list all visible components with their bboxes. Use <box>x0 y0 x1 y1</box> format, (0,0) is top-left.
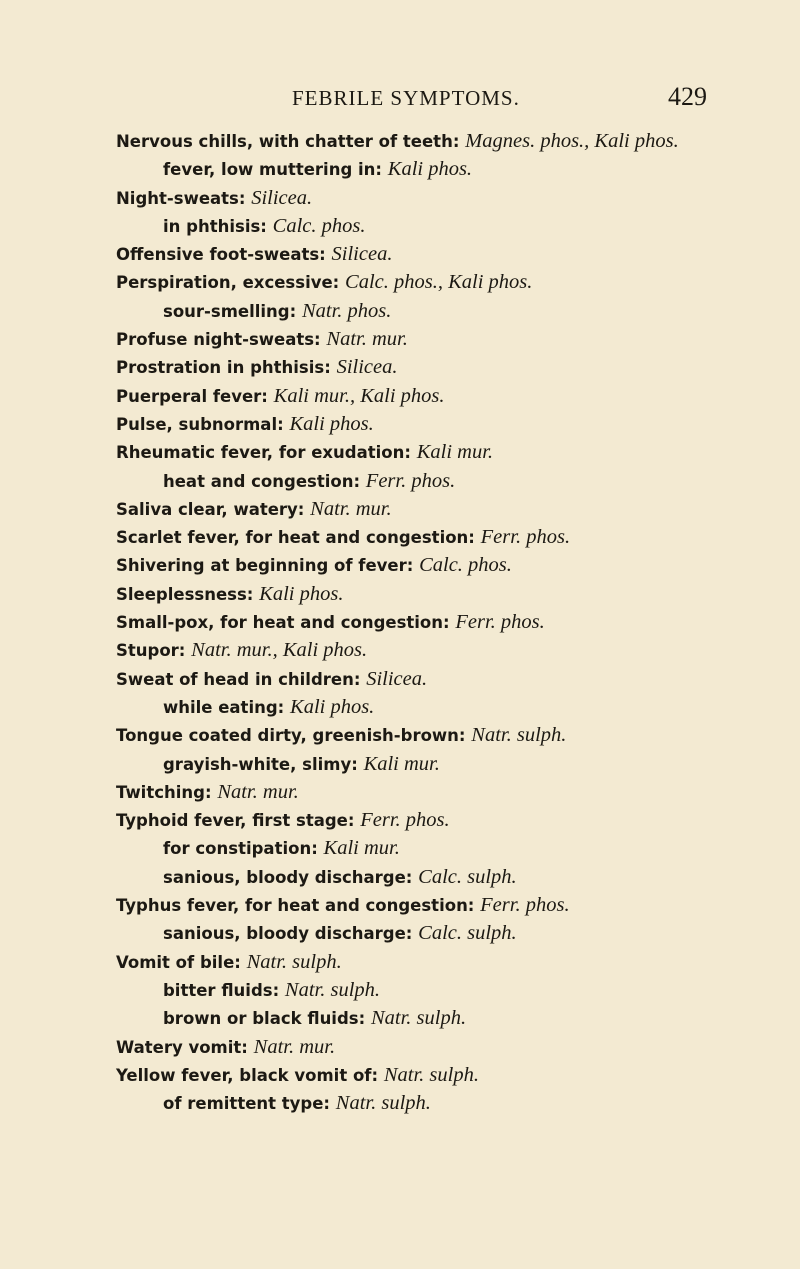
index-subentry <box>0 212 800 240</box>
index-entry <box>0 948 800 976</box>
symptom-term: grayish-white, slimy: <box>163 754 364 774</box>
remedy-name: Calc. sulph. <box>418 865 517 888</box>
symptom-term: Prostration in phthisis: <box>116 358 337 378</box>
symptom-term: brown or black fluids: <box>163 1009 371 1029</box>
index-entry <box>0 580 800 608</box>
remedy-name: Natr. sulph. <box>284 978 381 1001</box>
remedy-name: Kali mur., Kali phos. <box>273 384 445 407</box>
remedy-name: Silicea. <box>336 356 398 379</box>
symptom-term: sanious, bloody discharge: <box>163 924 419 944</box>
symptom-term: Sleeplessness: <box>116 584 260 604</box>
remedy-name: Silicea. <box>331 243 393 266</box>
index-entry <box>0 353 800 381</box>
remedy-name: Calc. phos. <box>272 214 366 237</box>
symptom-term: Shivering at beginning of fever: <box>116 556 420 576</box>
remedy-name: Natr. mur. <box>217 780 299 803</box>
symptom-term: Vomit of bile: <box>116 952 247 972</box>
remedy-name: Kali phos. <box>387 158 473 181</box>
index-subentry <box>0 297 800 325</box>
remedy-name: Calc. sulph. <box>418 922 517 945</box>
symptom-term: for constipation: <box>163 839 324 859</box>
index-entry <box>0 721 800 749</box>
symptom-term: in phthisis: <box>163 216 273 236</box>
remedy-name: Natr. sulph. <box>335 1092 431 1115</box>
remedy-name: Natr. mur. <box>310 497 392 520</box>
index-entry <box>0 1061 800 1089</box>
symptom-term: sour-smelling: <box>163 301 302 321</box>
remedy-name: Silicea. <box>366 667 428 690</box>
symptom-term: Offensive foot-sweats: <box>116 245 332 265</box>
index-subentry <box>0 976 800 1004</box>
symptom-term: Pulse, subnormal: <box>116 414 290 434</box>
symptom-term: Scarlet fever, for heat and congestion: <box>116 528 481 548</box>
index-entry <box>0 268 800 296</box>
symptom-term: while eating: <box>163 697 291 717</box>
index-subentry <box>0 834 800 862</box>
symptom-term: Typhus fever, for heat and congestion: <box>116 896 481 916</box>
remedy-name: Kali phos. <box>259 582 344 605</box>
remedy-name: Calc. phos., Kali phos. <box>345 271 533 294</box>
remedy-name: Natr. phos. <box>301 299 392 322</box>
index-subentry <box>0 1089 800 1117</box>
remedy-name: Natr. mur., Kali phos. <box>191 639 368 662</box>
symptom-term: Profuse night-sweats: <box>116 330 327 350</box>
index-subentry <box>0 863 800 891</box>
remedy-name: Kali mur. <box>416 441 494 464</box>
symptom-term: Tongue coated dirty, greenish-brown: <box>116 726 472 746</box>
remedy-name: Ferr. phos. <box>360 809 450 832</box>
remedy-name: Natr. sulph. <box>370 1007 467 1030</box>
symptom-term: heat and congestion: <box>163 471 366 491</box>
index-entry <box>0 523 800 551</box>
remedy-name: Magnes. phos., Kali phos. <box>465 130 679 152</box>
remedy-name: Kali mur. <box>323 837 400 860</box>
remedy-name: Calc. phos. <box>419 554 512 577</box>
symptom-term: Nervous chills, with chatter of teeth: <box>116 132 466 151</box>
index-subentry <box>0 750 800 778</box>
running-title: FEBRILE SYMPTOMS. <box>292 86 520 110</box>
index-entry <box>0 438 800 466</box>
symptom-term: Stupor: <box>116 641 192 661</box>
index-subentry <box>0 1004 800 1032</box>
remedy-name: Kali phos. <box>289 412 374 435</box>
remedy-name: Silicea. <box>251 186 313 209</box>
index-subentry <box>0 155 800 183</box>
remedy-name: Natr. mur. <box>326 328 408 351</box>
symptom-term: Watery vomit: <box>116 1037 254 1057</box>
remedy-name: Kali phos. <box>290 695 375 718</box>
symptom-term: sanious, bloody discharge: <box>163 867 419 887</box>
symptom-index <box>0 127 800 1117</box>
symptom-term: of remittent type: <box>163 1094 336 1114</box>
remedy-name: Ferr. phos. <box>365 469 456 492</box>
symptom-term: Sweat of head in children: <box>116 669 367 689</box>
remedy-name: Natr. sulph. <box>383 1063 479 1086</box>
index-entry <box>0 636 800 664</box>
index-entry <box>0 891 800 919</box>
symptom-term: Night-sweats: <box>116 188 252 208</box>
remedy-name: Natr. mur. <box>253 1035 336 1058</box>
running-head <box>0 82 800 116</box>
symptom-term: fever, low muttering in: <box>163 160 388 180</box>
symptom-term: Perspiration, excessive: <box>116 273 346 293</box>
index-entry <box>0 127 800 155</box>
index-entry <box>0 410 800 438</box>
index-entry <box>0 184 800 212</box>
remedy-name: Natr. sulph. <box>471 724 567 747</box>
remedy-name: Ferr. phos. <box>455 611 545 634</box>
index-entry <box>0 665 800 693</box>
index-entry <box>0 495 800 523</box>
symptom-term: Saliva clear, watery: <box>116 499 311 519</box>
remedy-name: Kali mur. <box>363 752 440 775</box>
index-subentry <box>0 467 800 495</box>
index-entry <box>0 382 800 410</box>
symptom-term: Typhoid fever, first stage: <box>116 811 361 831</box>
index-entry <box>0 325 800 353</box>
symptom-term: Small-pox, for heat and congestion: <box>116 613 456 633</box>
remedy-name: Ferr. phos. <box>480 526 571 549</box>
remedy-name: Ferr. phos. <box>480 894 570 917</box>
symptom-term: Puerperal fever: <box>116 386 274 406</box>
index-entry <box>0 608 800 636</box>
symptom-term: bitter fluids: <box>163 980 285 1000</box>
index-entry <box>0 240 800 268</box>
index-entry <box>0 1033 800 1061</box>
symptom-term: Yellow fever, black vomit of: <box>116 1065 384 1085</box>
page-number: 429 <box>668 82 707 111</box>
index-entry <box>0 551 800 579</box>
index-subentry <box>0 919 800 947</box>
index-entry <box>0 806 800 834</box>
index-entry <box>0 778 800 806</box>
symptom-term: Rheumatic fever, for exudation: <box>116 443 417 463</box>
symptom-term: Twitching: <box>116 782 218 802</box>
index-subentry <box>0 693 800 721</box>
remedy-name: Natr. sulph. <box>246 950 342 973</box>
